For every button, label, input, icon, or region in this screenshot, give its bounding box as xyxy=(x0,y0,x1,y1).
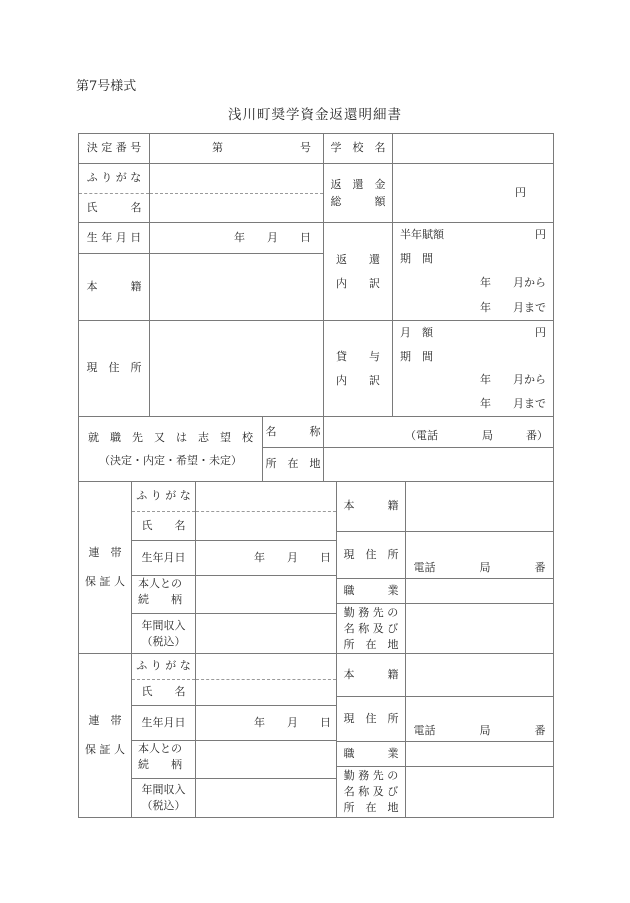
guarantor1-domicile-field xyxy=(405,481,553,531)
loan-period-label: 期 間 xyxy=(400,349,433,363)
refund-total-field: 円 xyxy=(392,163,553,222)
guarantor1-domicile-label: 本 籍 xyxy=(336,481,405,531)
furigana-field xyxy=(150,164,323,194)
guarantor2-section-label: 連 帯 保 証 人 xyxy=(78,653,131,817)
guarantor1-birthdate-label: 生年月日 xyxy=(131,540,195,575)
guarantor2-birthdate-label: 生年月日 xyxy=(131,705,195,740)
guarantor1-birthdate-field: 年 月 日 xyxy=(195,540,336,575)
repayment-period-label: 期 間 xyxy=(400,252,433,266)
guarantor2-birthdate-field: 年 月 日 xyxy=(195,705,336,740)
repayment-breakdown-label: 返 還 内 訳 xyxy=(323,222,392,320)
loan-breakdown-detail xyxy=(392,320,553,416)
guarantor2-relation-field xyxy=(195,740,336,778)
guarantor2-name-field-area xyxy=(196,680,336,705)
guarantor2-job-field xyxy=(405,741,553,766)
guarantor2-workplace-field xyxy=(405,766,553,817)
form-title: 浅川町奨学資金返還明細書 xyxy=(228,107,402,123)
guarantor2-furigana-label: ふ り が な xyxy=(132,654,195,680)
repayment-amount-row: 半年賦額 円 xyxy=(400,228,546,241)
guarantor2-furigana-field xyxy=(196,654,336,680)
form-number: 第7号様式 xyxy=(76,79,137,94)
guarantor1-workplace-field xyxy=(405,603,553,653)
guarantor1-workplace-label: 勤 務 先 の 名 称 及 び 所 在 地 xyxy=(336,603,405,653)
guarantor2-name-label-text: 氏 名 xyxy=(141,685,186,699)
decision-number-label: 決 定 番 号 xyxy=(78,133,149,163)
guarantor1-name-field xyxy=(195,481,336,540)
org-location-field xyxy=(323,447,553,481)
guarantor1-relation-field xyxy=(195,575,336,613)
loan-from: 年 月から xyxy=(480,373,546,387)
loan-to: 年 月まで xyxy=(480,396,546,410)
address-field xyxy=(149,320,323,416)
employment-label: 就 職 先 又 は 志 望 校 （決定・内定・希望・未定） xyxy=(78,416,262,481)
refund-total-label: 返 還 金 総 額 xyxy=(323,163,392,222)
domicile-label: 本 籍 xyxy=(78,253,149,320)
school-name-label: 学 校 名 xyxy=(323,133,392,163)
guarantor2-income-label: 年間収入 （税込） xyxy=(131,778,195,817)
guarantor1-job-label: 職 業 xyxy=(336,578,405,603)
loan-breakdown-label: 貸 与 内 訳 xyxy=(323,320,392,416)
repayment-from: 年 月から xyxy=(480,276,546,290)
guarantor1-income-field xyxy=(195,613,336,653)
decision-number-field: 第 号 xyxy=(149,133,323,163)
guarantor1-name-field-area xyxy=(196,512,336,541)
guarantor1-section-label: 連 帯 保 証 人 xyxy=(78,481,131,653)
guarantor1-furigana-field xyxy=(196,482,336,512)
guarantor1-job-field xyxy=(405,578,553,603)
guarantor1-address-label: 現 住 所 xyxy=(336,531,405,578)
org-name-label: 名 称 xyxy=(262,416,323,447)
guarantor2-name-label xyxy=(131,653,195,705)
furigana-label: ふ り が な xyxy=(79,164,149,194)
school-name-field xyxy=(392,133,553,163)
birthdate-label: 生 年 月 日 xyxy=(78,222,149,253)
guarantor1-furigana-label: ふ り が な xyxy=(132,482,195,512)
applicant-name-label xyxy=(78,163,149,222)
guarantor2-domicile-field xyxy=(405,653,553,696)
guarantor1-income-label: 年間収入 （税込） xyxy=(131,613,195,653)
name-label: 氏 名 xyxy=(86,200,142,214)
applicant-name-field xyxy=(149,163,323,222)
repayment-to: 年 月まで xyxy=(480,300,546,314)
guarantor2-address-field: 電話 局 番 xyxy=(405,696,553,741)
guarantor2-job-label: 職 業 xyxy=(336,741,405,766)
loan-amount-row: 月 額 円 xyxy=(400,326,546,339)
repayment-breakdown-detail xyxy=(392,222,553,320)
guarantor2-name-field xyxy=(195,653,336,705)
org-location-label: 所 在 地 xyxy=(262,447,323,481)
guarantor1-relation-label: 本人との 続 柄 xyxy=(131,575,195,613)
guarantor1-name-label-text: 氏 名 xyxy=(141,518,186,532)
birthdate-field: 年 月 日 xyxy=(149,222,323,253)
guarantor2-workplace-label: 勤 務 先 の 名 称 及 び 所 在 地 xyxy=(336,766,405,817)
guarantor2-income-field xyxy=(195,778,336,817)
guarantor2-relation-label: 本人との 続 柄 xyxy=(131,740,195,778)
domicile-field xyxy=(149,253,323,320)
form-table xyxy=(78,133,554,818)
org-name-field: （電話 局 番） xyxy=(323,416,553,447)
address-label: 現 住 所 xyxy=(78,320,149,416)
guarantor2-address-label: 現 住 所 xyxy=(336,696,405,741)
guarantor1-name-label xyxy=(131,481,195,540)
guarantor1-address-field: 電話 局 番 xyxy=(405,531,553,578)
guarantor2-domicile-label: 本 籍 xyxy=(336,653,405,696)
name-field xyxy=(150,194,323,223)
